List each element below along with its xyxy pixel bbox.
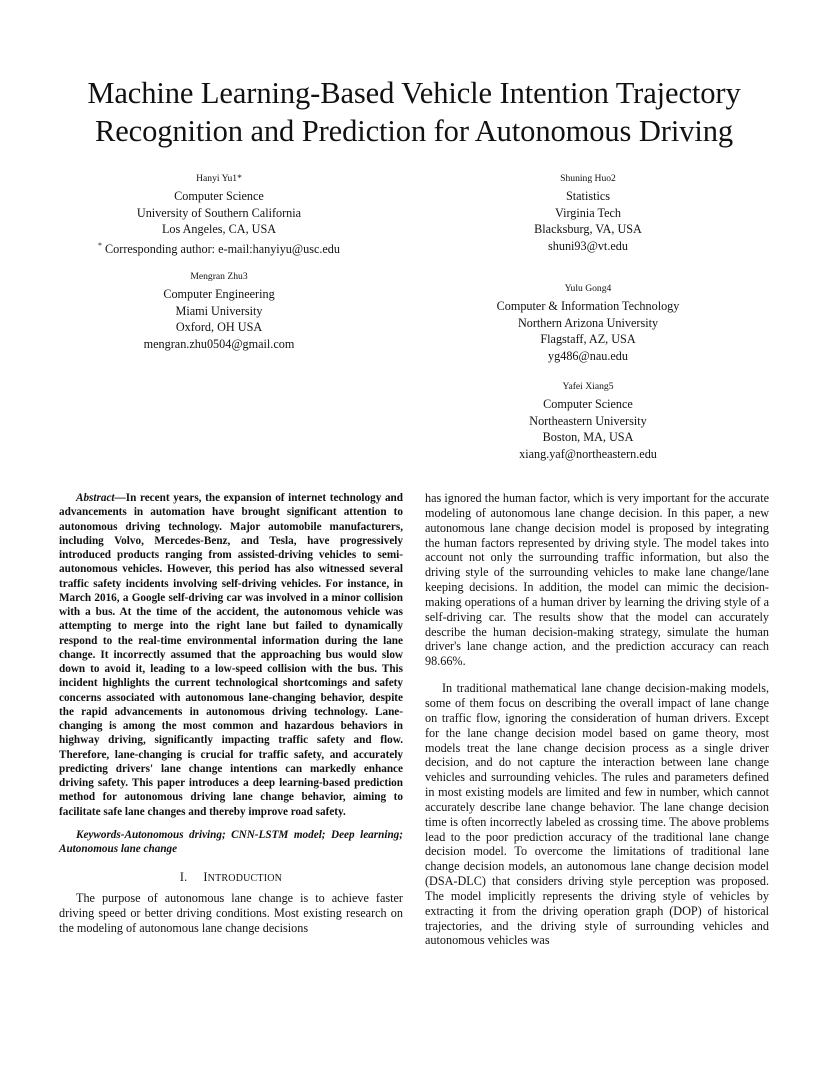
abstract [59, 491, 403, 819]
author-affiliation: Miami University [175, 303, 263, 318]
author-location: Oxford, OH USA [175, 320, 263, 335]
author-dept: Computer Science [543, 397, 633, 411]
body-paragraph-2: In traditional mathematical lane change decision-making models, some of them focus on describing the overall impact of lane change on traffic flow, ignoring the consideration of human drivers. Except for the lane change decision model based on game theory, most models treat the lane change decision process as a single driver decision, and do not capture the interaction between lane change vehicles and surrounding vehicles. The rules and parameters defined in most existing models are limited and few in number, which cannot accurately describe lane change behavior. The lane change decision time is often incorrectly labeled as crossing time. The above problems lead to the poor prediction accuracy of the traditional lane change decision model. To overcome the limitations of traditional lane change decision models, an autonomous lane change decision model (DSA-DLC) that considers driving style perception was proposed. The model implicitly represents the driving style of vehicles by extracting it from the driving operation graph (DOP) of historical trajectories, and the driving style of surrounding vehicles and autonomous vehicles was [425, 681, 769, 948]
author-affiliation: Northern Arizona University [517, 315, 659, 330]
section-title-first-letter: I [203, 870, 208, 885]
paper-title [40, 74, 788, 150]
title-line-1: Machine Learning-Based Vehicle Intention Trajectory [87, 76, 741, 110]
author-block-1 [79, 172, 359, 257]
right-column [425, 491, 769, 948]
author-email: yg486@nau.edu [548, 348, 628, 363]
title-line-2: Recognition and Prediction for Autonomous Driving [94, 114, 734, 148]
author-name: Yafei Xiang5 [562, 381, 614, 392]
abstract-dash: — [114, 492, 126, 504]
asterisk-mark: * [98, 240, 102, 250]
corresponding-author-text: Corresponding author: e-mail:hanyiyu@usc.edu [102, 241, 340, 256]
author-name: Hanyi Yu1* [196, 173, 242, 184]
author-location: Los Angeles, CA, USA [161, 222, 277, 237]
author-block-2 [463, 172, 713, 254]
section-heading-introduction [59, 870, 403, 887]
left-column [59, 491, 403, 936]
section-number: I. [179, 870, 188, 885]
author-affiliation: Virginia Tech [555, 205, 621, 220]
author-email: shuni93@vt.edu [548, 238, 628, 253]
abstract-text: In recent years, the expansion of internet technology and advancements in automation have brought significant attention to autonomous driving technology. Major automobile manufacturers, including Volvo, Mercedes-Benz, and Tesla, have progressively introduced products ranging from assisted-driving vehicles to semi-autonomous vehicles. However, this period has also witnessed several traffic safety incidents involving self-driving vehicles. For instance, in March 2016, a Google self-driving car was involved in a minor collision with a bus. At the time of the accident, the autonomous vehicle was attempting to merge into the right lane but failed to dynamically respond to the real-time environmental information during the lane change. It incorrectly assumed that the approaching bus would slow down to avoid it, leading to a low-speed collision with the bus. This incident highlights the current technological shortcomings and safety concerns associated with autonomous lane-changing behavior, despite the rapid advancements in autonomous driving technology. Lane-changing is among the most common and hazardous behaviors in highway driving, significantly impacting traffic safety and flow. Therefore, lane-changing is crucial for traffic safety, and accurately predicting drivers' lane change intentions can markedly enhance driving safety. This paper introduces a deep learning-based prediction method for autonomous driving lane change behavior, aiming to facilitate safe lane changes and thereby improve road safety. [59, 492, 403, 818]
body-paragraph-1: has ignored the human factor, which is very important for the accurate modeling of autonomous lane change decision. In this paper, a new autonomous lane change decision model is proposed by integrating the human factors represented by driving style. The model takes into account not only the surrounding traffic information, but also the driving style of the surrounding vehicles to make lane change/lane keeping decisions. In addition, the model can mimic the decision-making operations of a human driver by learning the driving style of a self-driving car. The results show that the model can accurately describe the human decision-making strategy, simulate the human driver's lane change action, and the prediction accuracy can reach 98.66%. [425, 491, 769, 669]
section-title-rest: NTRODUCTION [207, 873, 283, 885]
author-location: Flagstaff, AZ, USA [540, 332, 636, 347]
corresponding-author-note [79, 238, 359, 258]
abstract-label: Abstract [76, 492, 115, 504]
author-location: Boston, MA, USA [542, 430, 634, 445]
intro-paragraph-1: The purpose of autonomous lane change is to achieve faster driving speed or better driving conditions. Most existing research on the modeling of autonomous lane change decisions [59, 891, 403, 935]
author-affiliation: Northeastern University [529, 413, 647, 428]
author-email: xiang.yaf@northeastern.edu [519, 446, 657, 461]
author-dept: Statistics [565, 189, 610, 203]
author-block-4 [463, 282, 713, 364]
author-dept: Computer & Information Technology [496, 299, 680, 313]
author-name: Mengran Zhu3 [190, 271, 248, 282]
author-dept: Computer Science [174, 189, 264, 203]
author-email: mengran.zhu0504@gmail.com [143, 336, 295, 351]
author-location: Blacksburg, VA, USA [534, 222, 642, 237]
author-block-5 [463, 380, 713, 462]
author-name: Yulu Gong4 [564, 283, 612, 294]
author-block-3 [94, 270, 344, 352]
author-affiliation: University of Southern California [136, 205, 302, 220]
author-dept: Computer Engineering [163, 287, 275, 301]
author-name: Shuning Huo2 [560, 173, 616, 184]
keywords: Keywords-Autonomous driving; CNN-LSTM model; Deep learning; Autonomous lane change [59, 828, 403, 855]
